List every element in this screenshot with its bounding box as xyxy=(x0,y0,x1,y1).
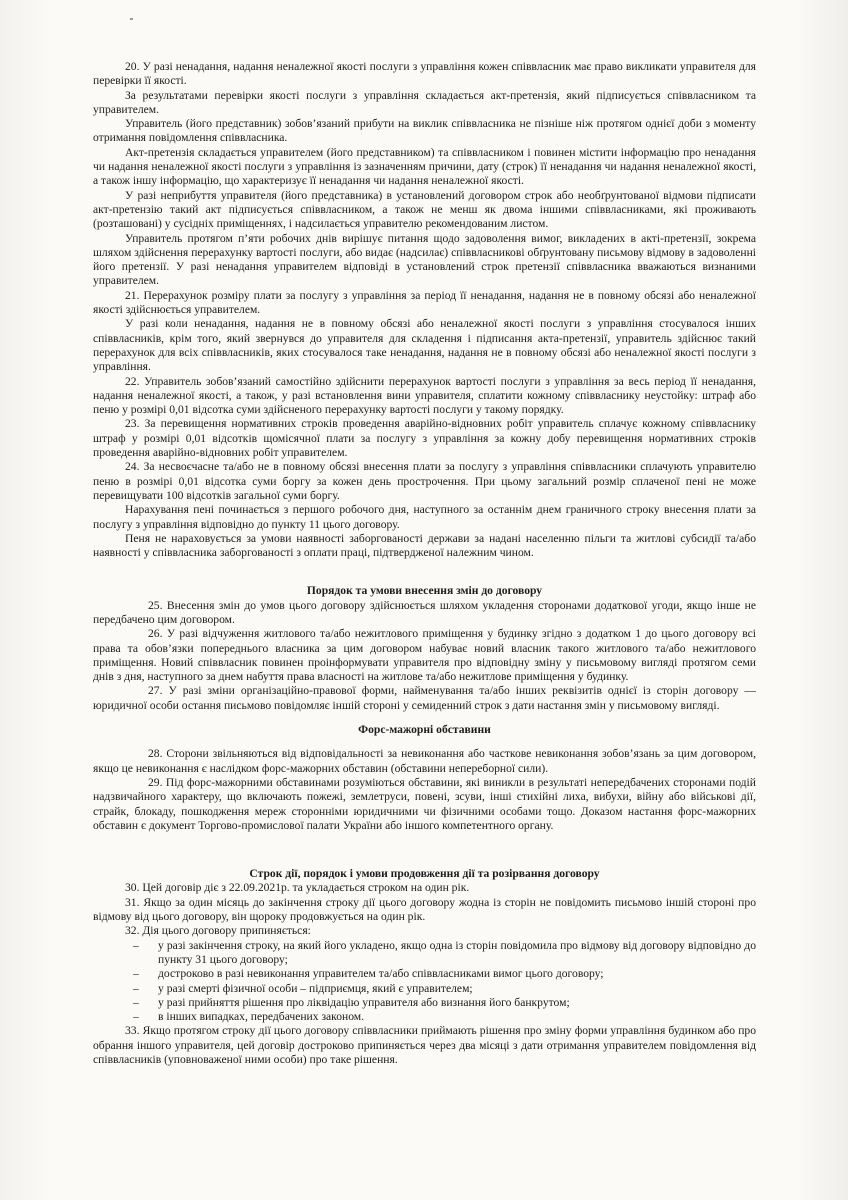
clause-27: 27. У разі зміни організаційно-правової форми, найменування та/або інших реквізитів однієї із сторін договору — юридичної особи остання письмово повідомляє іншій стороні у семиденний строк з дати настання змін у письмовому вигляді. xyxy=(93,684,756,712)
clause-24: 24. За несвоєчасне та/або не в повному обсязі внесення плати за послугу з управління співвласники сплачують управителю пеню в розмірі 0,01 відсотка суми боргу за кожен день прострочення. При цьому загальний розмір сплаченої пені не може перевищувати 100 відсотків загальної суми боргу. xyxy=(93,460,756,502)
clause-20: 20. У разі ненадання, надання неналежної якості послуги з управління кожен співвласник має право викликати управителя для перевірки її якості. xyxy=(93,60,756,88)
section-heading-term: Строк дії, порядок і умови продовження дії та розірвання договору xyxy=(249,867,600,881)
clause-32: 32. Дія цього договору припиняється: xyxy=(125,924,311,938)
list-item: – в інших випадках, передбачених законом. xyxy=(133,1010,365,1024)
clause-22: 22. Управитель зобов’язаний самостійно здійснити перерахунок вартості послуги з управління за весь період її ненадання, надання неналежної якості, а також, у разі встановлення вини управителя, сплатити кожному співвласнику неустойку: штраф або пеню у розмірі 0,01 відсотка суми здійсненого перерахунку вартості послуги у такому порядку. xyxy=(93,374,756,417)
clause-26: 26. У разі відчуження житлового та/або нежитлового приміщення у будинку згідно з додатком 1 до цього договору всі права та обов’язки попереднього власника за цим договором набуває новий власник такого житлового та/або нежитлового приміщення. Новий співвласник повинен проінформувати управителя про відповідну зміну у письмовому вигляді протягом семи днів з дня, наступного за днем набуття права власності на житлове та/або нежитлове приміщення у будинку. xyxy=(93,627,756,684)
clause-20-act: За результатами перевірки якості послуги з управління складається акт-претензія, який підписується співвласником та управителем. xyxy=(93,88,756,116)
clause-33: 33. Якщо протягом строку дії цього договору співвласники приймають рішення про зміну форми управління будинком або про обрання іншого управителя, цей договір достроково припиняється через два місяці з дати отримання управителем повідомлення від співвласників (уповноваженої ними особи) про таке рішення. xyxy=(93,1024,756,1066)
scan-speck xyxy=(130,18,133,20)
clause-29: 29. Під форс-мажорними обставинами розуміються обставини, які виникли в результаті непередбачених сторонами подій надзвичайного характеру, що включають пожежі, землетруси, повені, зсуви, інші стихійні лиха, вибухи, війну або військові дії, страйк, блокаду, пошкодження мереж сторонніми юридичними чи фізичними особами тощо. Доказом настання форс-мажорних обставин є документ Торгово-промислової палати України або іншого компетентного органу. xyxy=(93,775,756,832)
list-item: – у разі закінчення строку, на який його укладено, якщо одна із сторін повідомила про відмову від договору відповідно до пункту 31 цього договору; xyxy=(133,938,756,966)
clause-20-arrival: Управитель (його представник) зобов’язаний прибути на виклик співвласника не пізніше ніж протягом однієї доби з моменту отримання повідомлення співвласника. xyxy=(93,117,756,145)
termination-list xyxy=(93,939,756,1025)
list-item: – у разі прийняття рішення про ліквідацію управителя або визнання його банкрутом; xyxy=(133,995,570,1009)
clause-31: 31. Якщо за один місяць до закінчення строку дії цього договору жодна із сторін не повідомить письмово іншій стороні про відмову від цього договору, він щороку продовжується на один рік. xyxy=(93,895,756,924)
section-heading-force-majeure: Форс-мажорні обставини xyxy=(358,723,491,737)
clause-21-others: У разі коли ненадання, надання не в повному обсязі або неналежної якості послуги з управління стосувалося інших співвласників, крім того, який звернувся до управителя для складення і підписання акта-претензії, управитель здійснює такий перерахунок для всіх співвласників, яких стосувалося таке ненадання, надання не в повному обсязі або неналежної якості послуги з управління. xyxy=(93,317,756,374)
list-item: – у разі смерті фізичної особи – підприємця, який є управителем; xyxy=(133,981,473,995)
clause-30: 30. Цей договір діє з 22.09.2021р. та укладається строком на один рік. xyxy=(125,881,470,895)
clause-28: 28. Сторони звільняються від відповідальності за невиконання або часткове невиконання зобов’язань за цим договором, якщо це невиконання є наслідком форс-мажорних обставин (обставини непереборної сили). xyxy=(93,747,756,775)
clause-20-response: Управитель протягом п’яти робочих днів вирішує питання щодо задоволення вимог, викладених в акті-претензії, зокрема шляхом здійснення перерахунку вартості послуги, або видає (надсилає) співвласникові обґрунтовану письмову відмову в задоволенні його претензії. У разі ненадання управителем відповіді в установлений строк претензії співвласника вважаються визнаними управителем. xyxy=(93,231,756,288)
clause-21: 21. Перерахунок розміру плати за послугу з управління за період її ненадання, надання не в повному обсязі або неналежної якості здійснюється управителем. xyxy=(93,288,756,317)
document-body xyxy=(93,60,756,1067)
list-item: – достроково в разі невиконання управителем та/або співвласниками вимог цього договору; xyxy=(133,967,604,981)
clause-24-no-penalty: Пеня не нараховується за умови наявності заборгованості держави за надані населенню пільги та житлові субсидії та/або наявності у співвласника заборгованості з оплати праці, підтвердженої належним чином. xyxy=(93,531,756,560)
clause-20-content: Акт-претензія складається управителем (його представником) та співвласником і повинен містити інформацію про ненадання чи надання неналежної якості послуги з управління із зазначенням причини, дату (строк) її ненадання чи надання неналежної якості, а також іншу інформацію, що характеризує її ненадання чи надання неналежної якості. xyxy=(93,145,756,188)
section-heading-changes: Порядок та умови внесення змін до договору xyxy=(306,584,543,598)
clause-25: 25. Внесення змін до умов цього договору здійснюється шляхом укладення сторонами додаткової угоди, якщо інше не передбачено цим договором. xyxy=(93,598,756,626)
clause-24-penalty-start: Нарахування пені починається з першого робочого дня, наступного за останнім днем граничного строку внесення плати за послугу з управління відповідно до пункту 11 цього договору. xyxy=(93,503,756,531)
clause-23: 23. За перевищення нормативних строків проведення аварійно-відновних робіт управитель сплачує кожному співвласнику штраф у розмірі 0,01 відсотків щомісячної плати за послугу з управління за кожну добу перевищення нормативних строків проведення аварійно-відновних робіт управителем. xyxy=(93,417,756,460)
clause-20-absence: У разі неприбуття управителя (його представника) в установлений договором строк або необґрунтованої відмови підписати акт-претензію такий акт підписується співвласником, а також не менш як двома іншими співвласниками, які проживають (розташовані) у сусідніх приміщеннях, і надсилається управителю рекомендованим листом. xyxy=(93,188,756,231)
